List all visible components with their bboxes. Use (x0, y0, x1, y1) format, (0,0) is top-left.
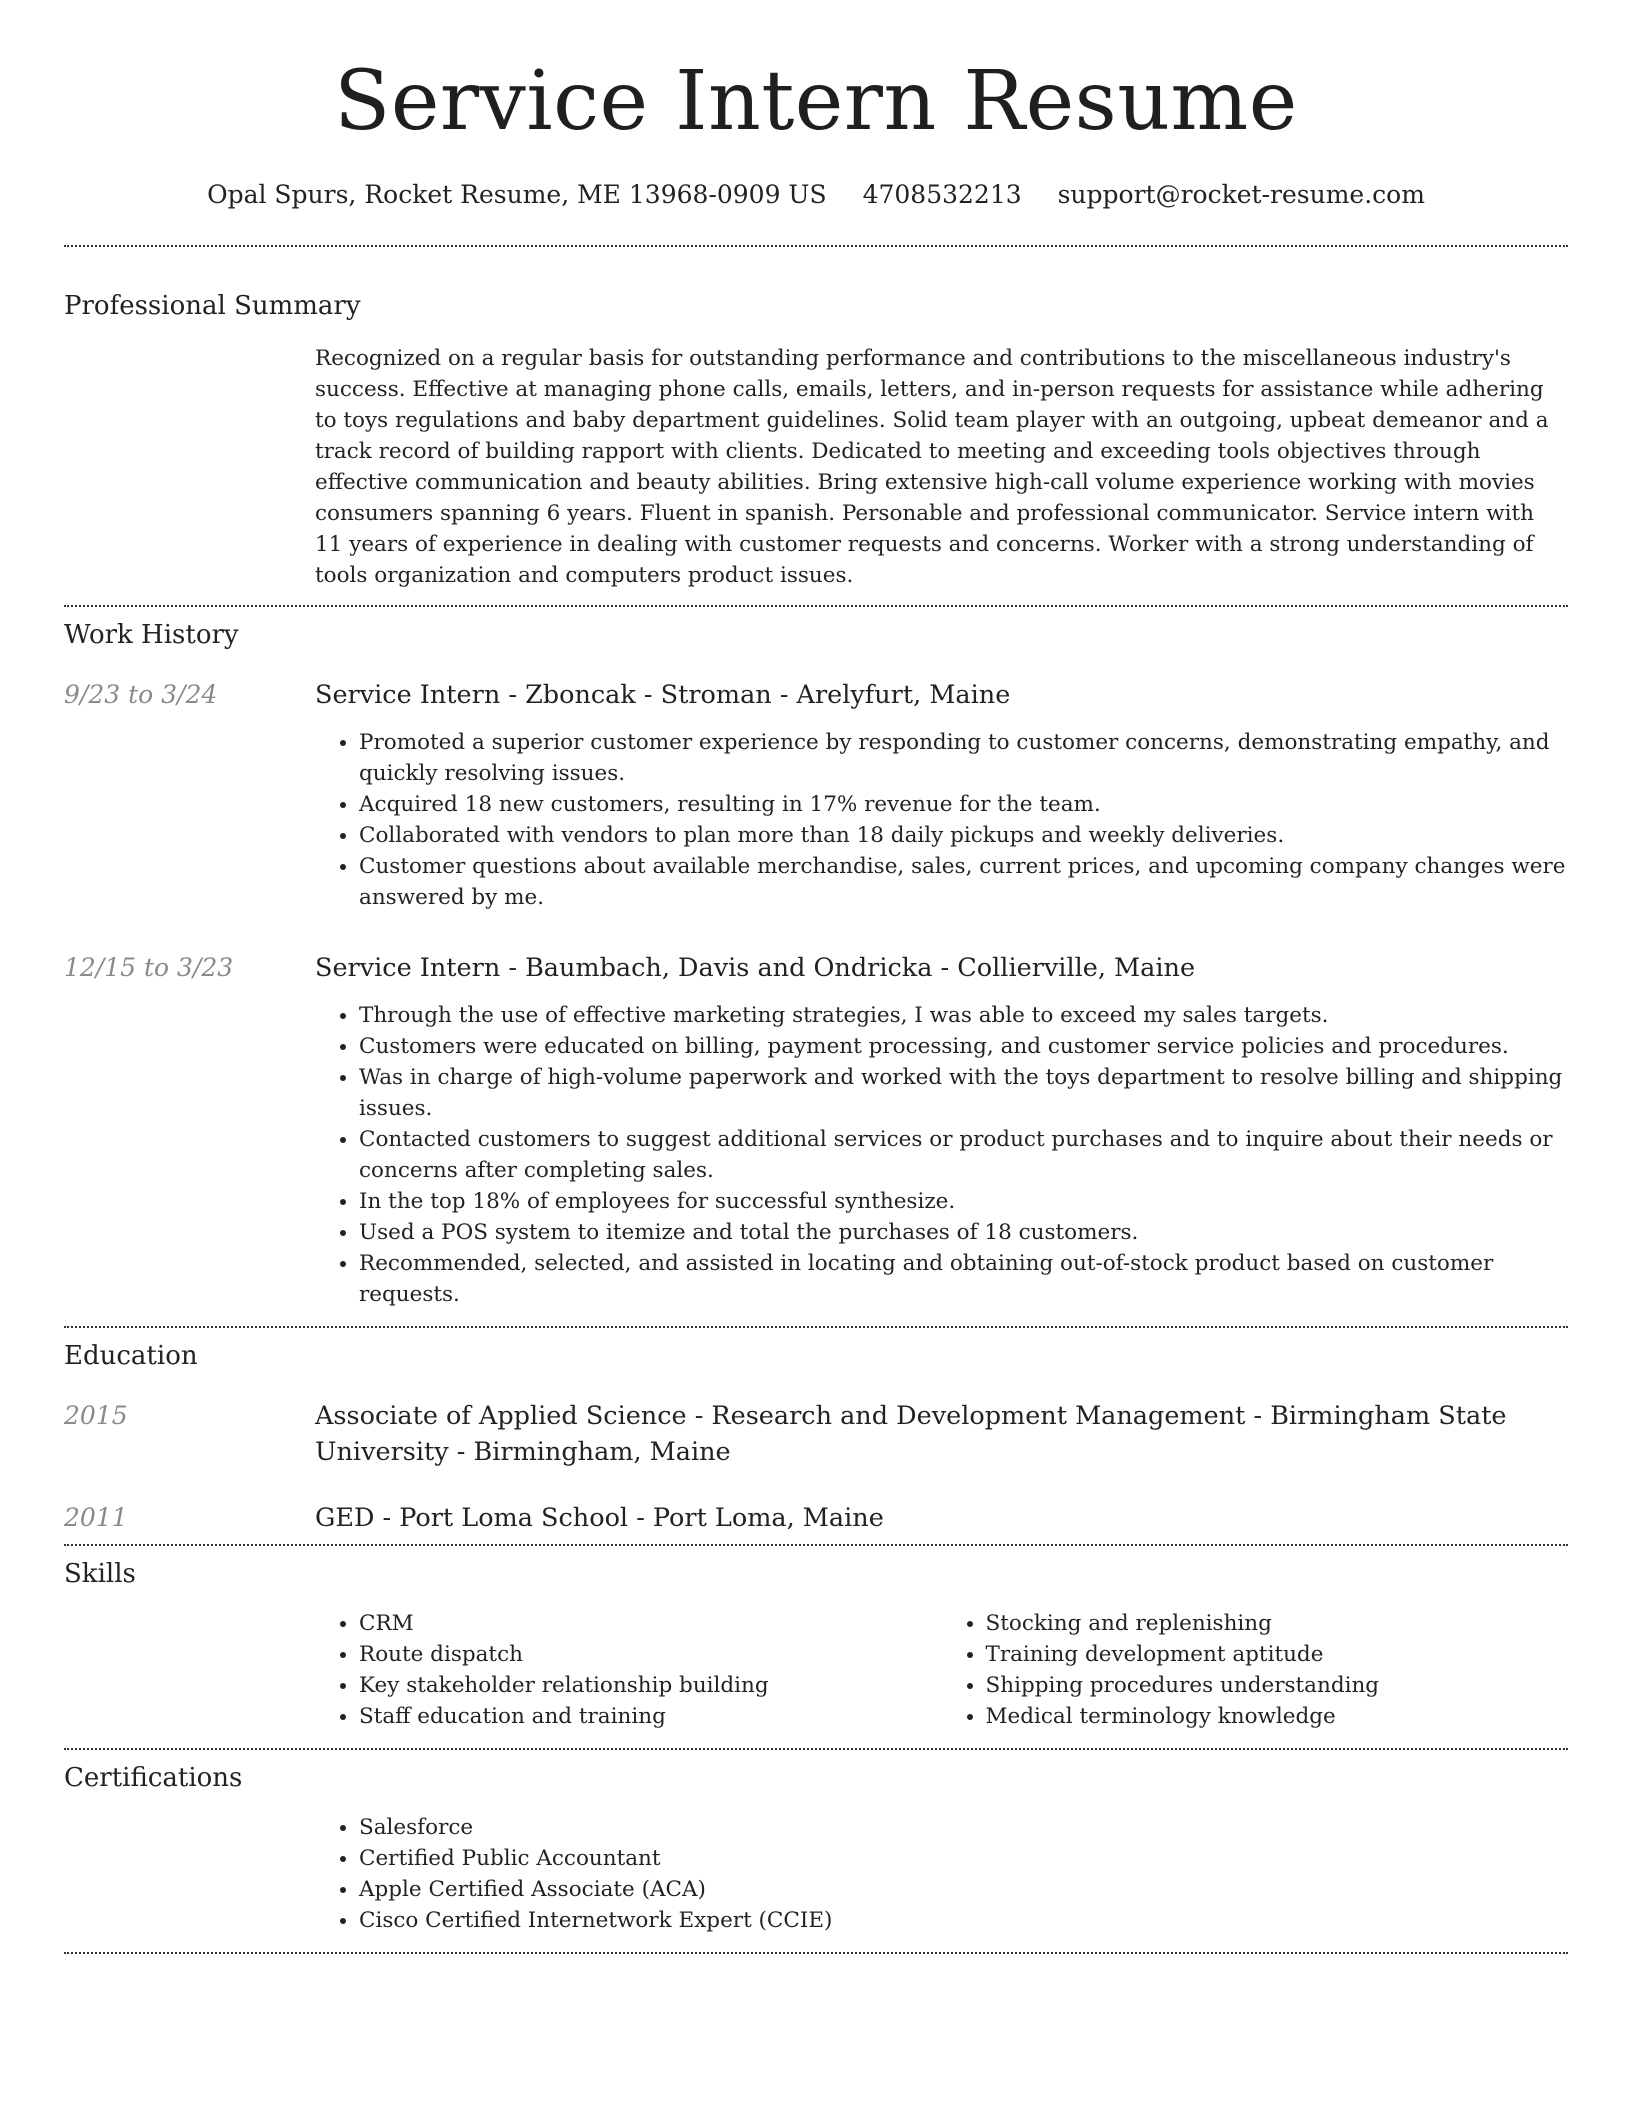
job-bullet: • Used a POS system to itemize and total the purchases of 18 customers. (359, 1217, 1568, 1248)
job-entry (64, 677, 1568, 913)
job-bullet: • Collaborated with vendors to plan more than 18 daily pickups and weekly deliveries. (359, 820, 1568, 851)
certification-item: • Apple Certified Associate (ACA) (359, 1874, 1568, 1905)
contact-email: support@rocket-resume.com (1057, 180, 1425, 209)
job-bullet: • Acquired 18 new customers, resulting in 17% revenue for the team. (359, 789, 1568, 820)
skill-item: • Route dispatch (359, 1639, 942, 1670)
work-history-heading: Work History (64, 620, 239, 650)
job-bullet: • In the top 18% of employees for successful synthesize. (359, 1186, 1568, 1217)
certification-item: • Salesforce (359, 1812, 1568, 1843)
summary-section (64, 247, 1568, 605)
skill-item: • Shipping procedures understanding (986, 1670, 1569, 1701)
job-bullet: • Contacted customers to suggest additional services or product purchases and to inquire about their needs or concerns after completing sales. (359, 1124, 1568, 1186)
job-bullet: • Promoted a superior customer experience by responding to customer concerns, demonstrating empathy, and quickly resolving issues. (359, 727, 1568, 789)
skills-list-left (315, 1608, 942, 1732)
skill-item: • Medical terminology knowledge (986, 1701, 1569, 1732)
skills-section (64, 1546, 1568, 1748)
job-body (315, 950, 1568, 1310)
job-body (315, 677, 1568, 913)
certifications-section (64, 1750, 1568, 1952)
skills-list-right (942, 1608, 1569, 1732)
summary-text: Recognized on a regular basis for outstanding performance and contributions to the miscellaneous industry's success. Effective at managing phone calls, emails, letters, and in-person requests for assistance while adhering to toys regulations and baby department guidelines. Solid team player with an outgoing, upbeat demeanor and a track record of building rapport with clients. Dedicated to meeting and exceeding tools objectives through effective communication and beauty abilities. Bring extensive high-call volume experience working with movies consumers spanning 6 years. Fluent in spanish. Personable and professional communicator. Service intern with 11 years of experience in dealing with customer requests and concerns. Worker with a strong understanding of tools organization and computers product issues. (315, 346, 1549, 588)
work-history-section (64, 607, 1568, 1326)
skill-item: • Stocking and replenishing (986, 1608, 1569, 1639)
certification-item: • Certified Public Accountant (359, 1843, 1568, 1874)
summary-heading: Professional Summary (64, 291, 361, 321)
resume-title: Service Intern Resume (334, 54, 1298, 149)
contact-line (64, 178, 1568, 212)
education-body (315, 1500, 1568, 1536)
skill-item: • Staff education and training (359, 1701, 942, 1732)
skill-item: • Training development aptitude (986, 1639, 1569, 1670)
education-body (315, 1398, 1568, 1470)
job-bullet: • Recommended, selected, and assisted in locating and obtaining out-of-stock product based on customer requests. (359, 1248, 1568, 1310)
certifications-list (315, 1812, 1568, 1952)
education-degree: Associate of Applied Science - Research and Development Management - Birmingham State University - Birmingham, Maine (315, 1401, 1507, 1467)
education-section (64, 1328, 1568, 1544)
contact-address: Opal Spurs, Rocket Resume, ME 13968-0909 US (207, 180, 827, 209)
skill-item: • Key stakeholder relationship building (359, 1670, 942, 1701)
education-entry (64, 1398, 1568, 1470)
skills-grid (315, 1608, 1568, 1748)
certifications-heading: Certifications (64, 1763, 243, 1793)
certification-item: • Cisco Certified Internetwork Expert (CCIE) (359, 1905, 1568, 1936)
job-title: Service Intern - Baumbach, Davis and Ondricka - Collierville, Maine (315, 953, 1196, 983)
job-dates: 12/15 to 3/23 (64, 953, 234, 982)
job-entry (64, 950, 1568, 1310)
skill-item: • CRM (359, 1608, 942, 1639)
job-bullet: • Through the use of effective marketing strategies, I was able to exceed my sales targets. (359, 1000, 1568, 1031)
job-bullet: • Customer questions about available merchandise, sales, current prices, and upcoming company changes were answered by me. (359, 851, 1568, 913)
education-degree: GED - Port Loma School - Port Loma, Maine (315, 1503, 884, 1533)
section-divider (64, 1952, 1568, 1954)
education-year: 2015 (64, 1401, 128, 1430)
job-bullets (315, 727, 1568, 913)
job-bullet: • Was in charge of high-volume paperwork and worked with the toys department to resolve billing and shipping issues. (359, 1062, 1568, 1124)
resume-header (64, 0, 1568, 212)
skills-heading: Skills (64, 1559, 136, 1589)
education-year: 2011 (64, 1503, 128, 1532)
job-bullets (315, 1000, 1568, 1310)
job-dates: 9/23 to 3/24 (64, 680, 218, 709)
certifications-bullets (315, 1812, 1568, 1936)
education-heading: Education (64, 1341, 198, 1371)
job-bullet: • Customers were educated on billing, payment processing, and customer service policies and procedures. (359, 1031, 1568, 1062)
job-title: Service Intern - Zboncak - Stroman - Arelyfurt, Maine (315, 680, 1011, 710)
education-entry (64, 1500, 1568, 1536)
contact-phone: 4708532213 (862, 180, 1022, 209)
